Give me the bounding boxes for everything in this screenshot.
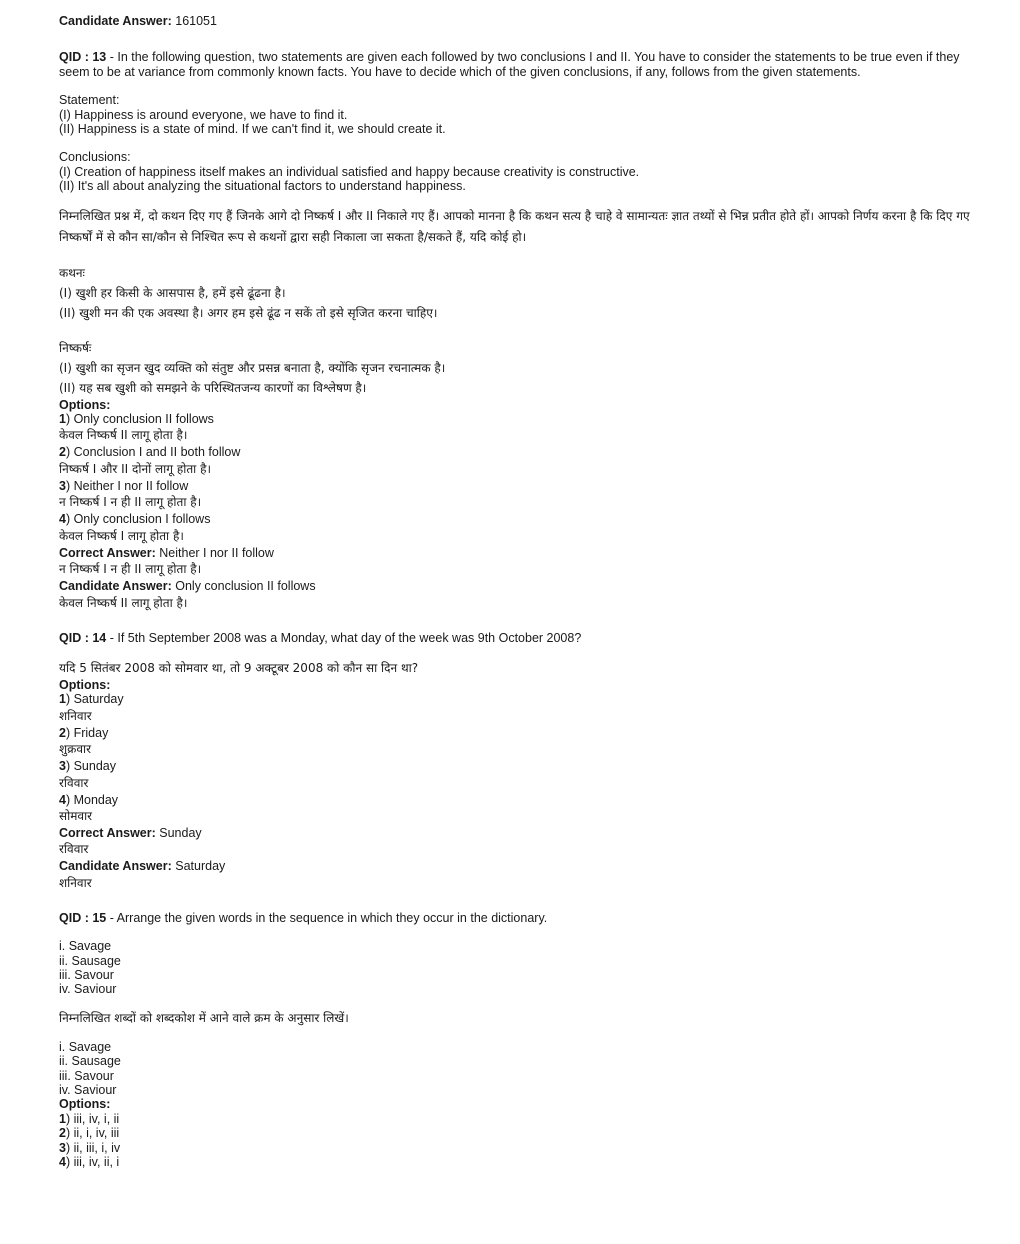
label: Candidate Answer: — [59, 14, 172, 28]
q13-conclusion-head: Conclusions: — [59, 150, 131, 165]
q14-hindi-text: यदि 5 सितंबर 2008 को सोमवार था, तो 9 अक्टूबर 2008 को कौन सा दिन था? — [59, 660, 419, 675]
q13-statement-2: (II) Happiness is a state of mind. If we can't find it, we should create it. — [59, 122, 446, 137]
option-text-hi: रविवार — [59, 775, 89, 790]
q15-hindi-word: iv. Saviour — [59, 1083, 117, 1097]
q15-option-3 — [59, 1141, 979, 1155]
q13-option-3 — [59, 479, 979, 512]
label: Candidate Answer: — [59, 579, 172, 594]
q14-options-label: Options: — [59, 677, 111, 692]
q13-conclusion-1: (I) Creation of happiness itself makes an individual satisfied and happy because creativity is constructive. — [59, 164, 640, 179]
q15-hindi-word: ii. Sausage — [59, 1054, 121, 1069]
q14-option-2 — [59, 726, 979, 759]
q14-option-1 — [59, 692, 979, 725]
option-text-hi: न निष्कर्ष I न ही II लागू होता है। — [59, 495, 202, 510]
value: Only conclusion II follows — [171, 579, 316, 594]
option-text-en: ) Sunday — [65, 759, 116, 774]
q15-word: iv. Saviour — [59, 982, 117, 997]
q15-qid: QID : 15 — [59, 910, 107, 925]
option-number: 2 — [59, 1126, 66, 1141]
q15-hindi-word: iii. Savour — [59, 1068, 114, 1083]
option-number: 4 — [59, 792, 66, 807]
value: Neither I nor II follow — [155, 545, 274, 560]
option-text-en: ) ii, iii, i, iv — [65, 1140, 121, 1155]
q15-hindi-text: निम्नलिखित शब्दों को शब्दकोश में आने वाले क्रम के अनुसार लिखें। — [59, 1010, 349, 1025]
q14-text: - If 5th September 2008 was a Monday, what day of the week was 9th October 2008? — [106, 630, 582, 645]
q13-correct-answer — [59, 546, 979, 560]
q13-hindi-statement-1: (I) खुशी हर किसी के आसपास है, हमें इसे ढूंढना है। — [59, 285, 286, 300]
q13-option-1 — [59, 412, 979, 445]
q13-statement-1: (I) Happiness is around everyone, we have to find it. — [59, 107, 348, 122]
q13-hindi-conclusion-2: (II) यह सब खुशी को समझने के परिस्थितजन्य कारणों का विश्लेषण है। — [59, 380, 367, 395]
q14-correct-answer-hi: रविवार — [59, 842, 89, 857]
option-text-en: ) iii, iv, i, ii — [65, 1111, 120, 1126]
option-text-en: ) Only conclusion II follows — [65, 412, 214, 427]
option-number: 4 — [59, 1155, 66, 1170]
option-text-hi: केवल निष्कर्ष I लागू होता है। — [59, 528, 184, 543]
q13-option-4 — [59, 512, 979, 545]
label: Correct Answer: — [59, 825, 156, 840]
option-number: 2 — [59, 445, 66, 460]
option-number: 4 — [59, 512, 66, 527]
q15-hindi-word: i. Savage — [59, 1039, 112, 1054]
option-number: 1 — [59, 1111, 66, 1126]
option-text-en: ) iii, iv, ii, i — [65, 1155, 120, 1170]
q13-statement-head: Statement: — [59, 93, 120, 108]
prev-candidate-answer — [59, 14, 979, 28]
option-text-hi: निष्कर्ष I और II दोनों लागू होता है। — [59, 461, 212, 476]
option-text-hi: सोमवार — [59, 808, 93, 823]
value: Saturday — [171, 859, 226, 874]
q14-question — [59, 631, 979, 645]
q14-qid: QID : 14 — [59, 630, 107, 645]
option-text-hi: केवल निष्कर्ष II लागू होता है। — [59, 428, 188, 443]
q14-option-4 — [59, 793, 979, 826]
q15-text: - Arrange the given words in the sequence in which they occur in the dictionary. — [106, 910, 548, 925]
value: 161051 — [171, 14, 217, 28]
option-text-hi: शनिवार — [59, 708, 92, 723]
option-number: 1 — [59, 692, 66, 707]
label: Correct Answer: — [59, 545, 156, 560]
q15-options-label: Options: — [59, 1097, 111, 1112]
q15-option-1 — [59, 1112, 979, 1126]
option-text-hi: शुक्रवार — [59, 742, 92, 757]
q15-question — [59, 911, 979, 925]
option-text-en: ) ii, i, iv, iii — [65, 1126, 120, 1141]
q15-word: i. Savage — [59, 939, 112, 954]
q15-option-4 — [59, 1155, 979, 1169]
option-text-en: ) Monday — [65, 792, 119, 807]
option-number: 3 — [59, 1140, 66, 1155]
q14-option-3 — [59, 759, 979, 792]
q13-candidate-answer-hi: केवल निष्कर्ष II लागू होता है। — [59, 595, 188, 610]
q15-option-2 — [59, 1126, 979, 1140]
document-page — [59, 14, 979, 1169]
q13-hindi-conclusion-1: (I) खुशी का सृजन खुद व्यक्ति को संतुष्ट और प्रसन्न बनाता है, क्योंकि सृजन रचनात्मक है। — [59, 360, 446, 375]
q13-conclusion-2: (II) It's all about analyzing the situational factors to understand happiness. — [59, 179, 466, 194]
option-text-en: ) Neither I nor II follow — [65, 478, 189, 493]
q13-text: - In the following question, two statements are given each followed by two conclusions I and II. You have to consider the statements to be true even if they seem to be at variance from commonly known facts. You have to decide which of the given conclusions, if any, follows from the given statements. — [59, 50, 960, 79]
q13-candidate-answer — [59, 579, 979, 593]
q14-candidate-answer — [59, 859, 979, 873]
q14-correct-answer — [59, 826, 979, 840]
q13-hindi-statement-2: (II) खुशी मन की एक अवस्था है। अगर हम इसे ढूंढ न सकें तो इसे सृजित करना चाहिए। — [59, 305, 438, 320]
q13-hindi-statement-head: कथनः — [59, 265, 85, 280]
q15-word: ii. Sausage — [59, 953, 121, 968]
q13-qid: QID : 13 — [59, 50, 107, 65]
q13-hindi-text: निम्नलिखित प्रश्न में, दो कथन दिए गए हैं जिनके आगे दो निष्कर्ष I और II निकाले गए हैं। आपको मानना है कि कथन सत्य है चाहे वे सामान्यतः ज्ञात तथ्यों से भिन्न प्रतीत होते हों। आपको निर्णय करना है कि दिए गए निष्कर्षों में से कौन सा/कौन से निश्चित रूप से कथनों द्वारा सही निकाला जा सकता है/सकते हैं, यदि कोई हो। — [59, 208, 970, 244]
q13-question — [59, 50, 979, 79]
q13-options-label: Options: — [59, 397, 111, 412]
option-text-en: ) Friday — [65, 725, 109, 740]
q14-candidate-answer-hi: शनिवार — [59, 875, 92, 890]
option-text-en: ) Only conclusion I follows — [65, 512, 211, 527]
value: Sunday — [155, 825, 202, 840]
q13-correct-answer-hi: न निष्कर्ष I न ही II लागू होता है। — [59, 562, 202, 577]
label: Candidate Answer: — [59, 859, 172, 874]
q15-word: iii. Savour — [59, 967, 114, 982]
option-number: 3 — [59, 759, 66, 774]
option-number: 2 — [59, 725, 66, 740]
option-text-en: ) Saturday — [65, 692, 124, 707]
q13-option-2 — [59, 445, 979, 478]
option-number: 3 — [59, 478, 66, 493]
q13-hindi-conclusion-head: निष्कर्षः — [59, 340, 92, 355]
option-text-en: ) Conclusion I and II both follow — [65, 445, 241, 460]
option-number: 1 — [59, 412, 66, 427]
